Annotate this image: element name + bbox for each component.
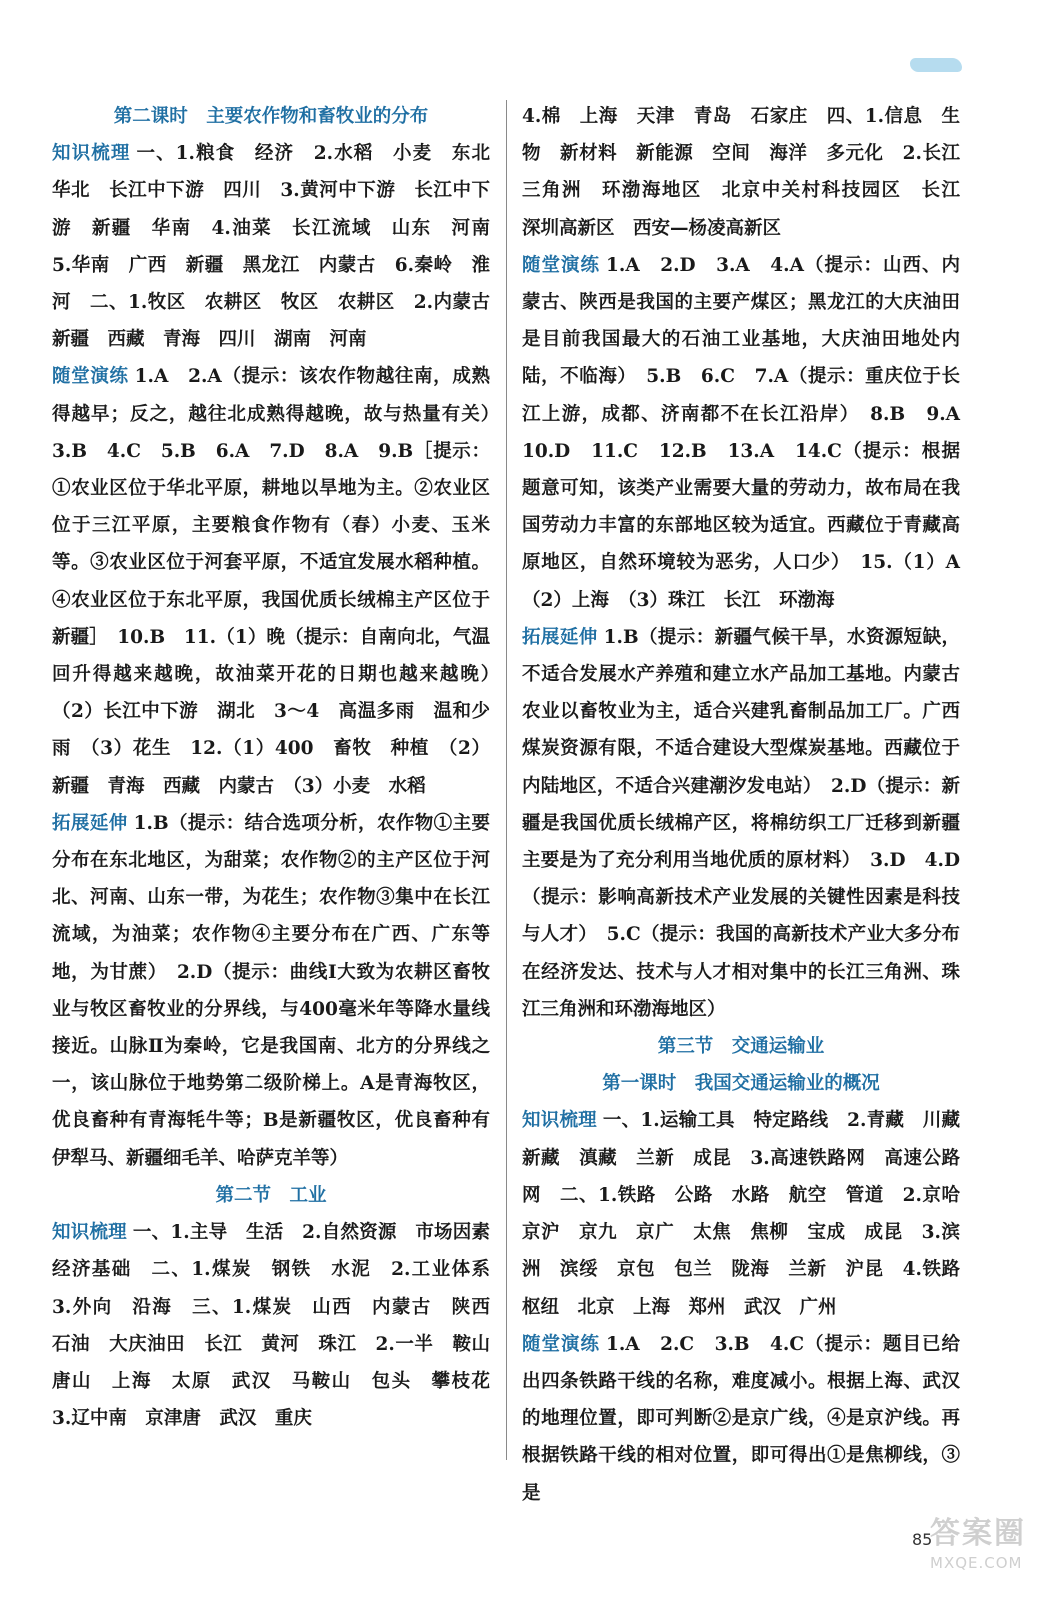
watermark-chars: 答案圈 xyxy=(930,1516,1026,1551)
section-label: 随堂演练 xyxy=(522,254,601,276)
answer-text: 一、1.运输工具 特定路线 2.青藏 川藏 新藏 滇藏 兰新 成昆 3.高速铁路网 高速公路网 二、1.铁路 公路 水路 航空 管道 2.京哈 京沪 京九 京广 太焦 焦柳 宝成 成昆 3.滨洲 滨绥 京包 包兰 陇海 兰新 沪昆 4.铁路枢纽 北京 上海 郑州 武汉 广州 xyxy=(522,1110,979,1318)
section-label: 知识梳理 xyxy=(52,1222,127,1244)
decorative-brush-stroke xyxy=(910,58,962,72)
section-heading: 第二课时 主要农作物和畜牧业的分布 xyxy=(113,106,429,127)
right-column xyxy=(522,98,979,1512)
section-label: 拓展延伸 xyxy=(52,812,128,834)
watermark-url: MXQE.COM xyxy=(930,1554,1023,1572)
answer-text: 1.B（提示：结合选项分析，农作物①主要分布在东北地区，为甜菜；农作物②的主产区位于河北、河南、山东一带，为花生；农作物③集中在长江流域，为油菜；农作物④主要分布在广西、广东等地，为甘蔗） 2.D（提示：曲线Ⅰ大致为农耕区畜牧业与牧区畜牧业的分界线，与400毫米年等降水量线接近。山脉Ⅱ为秦岭，它是我国南、北方的分界线之一，该山脉位于地势第二级阶梯上。A是青海牧区，优良畜种有青海牦牛等；B是新疆牧区，优良畜种有伊犁马、新疆细毛羊、哈萨克羊等） xyxy=(52,812,490,1169)
answer-paragraph xyxy=(522,1326,960,1512)
answer-text: 一、1.主导 生活 2.自然资源 市场因素 经济基础 二、1.煤炭 钢铁 水泥 2.工业体系 3.外向 沿海 三、1.煤炭 山西 内蒙古 陕西 石油 大庆油田 长江 黄河 珠江 2.一半 鞍山 唐山 上海 太原 武汉 马鞍山 包头 攀枝花 3.辽中南 京津唐 武汉 重庆 xyxy=(52,1222,509,1430)
answer-text: 1.B（提示：新疆气候干旱，水资源短缺，不适合发展水产养殖和建立水产品加工基地。内蒙古农业以畜牧业为主，适合兴建乳畜制品加工厂。广西煤炭资源有限，不适合建设大型煤炭基地。西藏位于内陆地区，不适合兴建潮汐发电站） 2.D（提示：新疆是我国优质长绒棉产区，将棉纺织工厂迁移到新疆主要是为了充分利用当地优质的原材料） 3.D 4.D（提示：影响高新技术产业发展的关键性因素是科技与人才） 5.C（提示：我国的高新技术产业大多分布在经济发达、技术与人才相对集中的长江三角洲、珠江三角洲和环渤海地区） xyxy=(522,626,960,1020)
section-label: 随堂演练 xyxy=(522,1333,600,1355)
section-label: 随堂演练 xyxy=(52,366,129,388)
section-heading: 第一课时 我国交通运输业的概况 xyxy=(602,1073,880,1095)
answer-text: 4.棉 上海 天津 青岛 石家庄 四、1.信息 生物 新材料 新能源 空间 海洋 多元化 2.长江三角洲 环渤海地区 北京中关村科技园区 长江 深圳高新区 西安—杨凌高新区 xyxy=(522,106,979,239)
answer-paragraph xyxy=(52,135,509,358)
section-label: 知识梳理 xyxy=(522,1110,597,1132)
answer-paragraph xyxy=(522,98,979,247)
answer-paragraph xyxy=(52,805,490,1177)
left-column xyxy=(52,98,509,1437)
section-heading: 第二节 工业 xyxy=(215,1184,327,1206)
answer-paragraph xyxy=(522,1102,979,1325)
section-label: 知识梳理 xyxy=(52,143,131,165)
answer-text: 1.A 2.A（提示：该农作物越往南，成熟得越早；反之，越往北成熟得越晚，故与热量有关） 3.B 4.C 5.B 6.A 7.D 8.A 9.B［提示：①农业区位于华北平原，耕地以旱地为主。②农业区位于三江平原，主要粮食作物有（春）小麦、玉米等。③农业区位于河套平原，不适宜发展水稻种植。④农业区位于东北平原，我国优质长绒棉主产区位于新疆］ 10.B 11.（1）晚（提示：自南向北，气温回升得越来越晚，故油菜开花的日期也越来越晚） （2）长江中下游 湖北 3～4 高温多雨 温和少雨 （3）花生 12.（1）400 畜牧 种植 （2）新疆 青海 西藏 内蒙古 （3）小麦 水稻 xyxy=(52,366,509,797)
answer-text: 一、1.粮食 经济 2.水稻 小麦 东北 华北 长江中下游 四川 3.黄河中下游 长江中下游 新疆 华南 4.油菜 长江流域 山东 河南 5.华南 广西 新疆 黑龙江 内蒙古 6.秦岭 淮河 二、1.牧区 农耕区 牧区 农耕区 2.内蒙古 新疆 西藏 青海 四川 湖南 河南 xyxy=(52,143,509,351)
answer-paragraph xyxy=(522,619,960,1028)
section-heading: 第三节 交通运输业 xyxy=(657,1036,825,1058)
answer-paragraph xyxy=(52,358,509,804)
answer-paragraph xyxy=(522,247,979,619)
answer-text: 1.A 2.D 3.A 4.A（提示：山西、内蒙古、陕西是我国的主要产煤区；黑龙江的大庆油田是目前我国最大的石油工业基地，大庆油田地处内陆，不临海） 5.B 6.C 7.A（提示：重庆位于长江上游，成都、济南都不在长江沿岸） 8.B 9.A 10.D 11.C 12.B 13.A 14.C（提示：根据题意可知，该类产业需要大量的劳动力，故布局在我国劳动力丰富的东部地区较为适宜。西藏位于青藏高原地区，自然环境较为恶劣，人口少） 15.（1）A （2）上海 （3）珠江 长江 环渤海 xyxy=(522,254,979,611)
watermark-logo xyxy=(930,1508,1040,1588)
answer-paragraph xyxy=(52,1214,509,1437)
section-label: 拓展延伸 xyxy=(522,626,598,648)
answer-text: 1.A 2.C 3.B 4.C（提示：题目已给出四条铁路干线的名称，难度减小。根据上海、武汉的地理位置，即可判断②是京广线，④是京沪线。再根据铁路干线的相对位置，即可得出①是焦柳线，③是 xyxy=(522,1333,960,1504)
page-number: 85 xyxy=(912,1530,933,1549)
